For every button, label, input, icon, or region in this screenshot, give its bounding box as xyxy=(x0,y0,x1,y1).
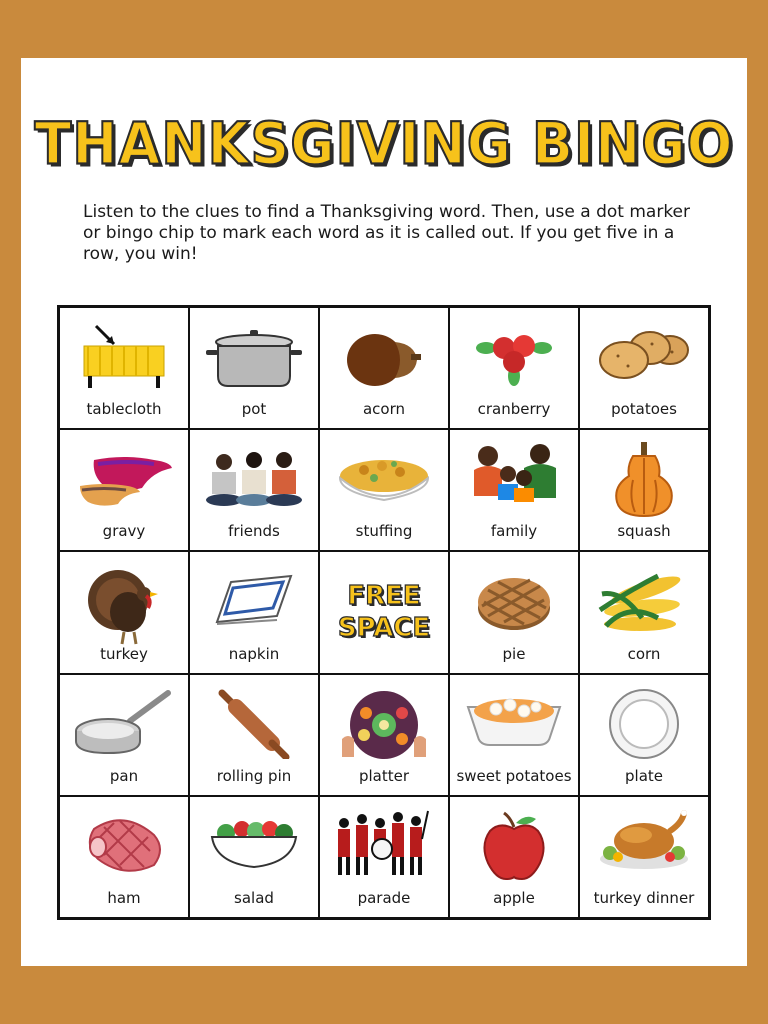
bingo-cell-pot[interactable] xyxy=(189,307,319,429)
gravy-boat-icon xyxy=(74,442,174,512)
corn-icon xyxy=(596,564,692,636)
cell-label: gravy xyxy=(102,522,146,541)
platter-icon xyxy=(340,687,428,763)
sweet-potatoes-icon xyxy=(464,687,564,751)
squash-icon xyxy=(609,442,679,518)
cell-label: salad xyxy=(234,888,274,907)
page-title: THANKSGIVING BINGO xyxy=(34,109,734,178)
tablecloth-icon xyxy=(78,320,170,390)
cell-label: sweet potatoes xyxy=(456,766,572,785)
turkey-icon xyxy=(84,564,164,648)
ham-icon xyxy=(84,809,164,879)
bingo-cell-plate[interactable] xyxy=(579,674,709,796)
cell-label: platter xyxy=(358,766,410,785)
cell-label: napkin xyxy=(228,644,280,663)
bingo-cell-ham[interactable] xyxy=(59,796,189,918)
cell-label: friends xyxy=(228,522,280,541)
stuffing-icon xyxy=(334,442,434,512)
free-space-label: FREE SPACE xyxy=(337,581,431,644)
bingo-cell-gravy[interactable] xyxy=(59,429,189,551)
cell-label: squash xyxy=(617,522,671,541)
potatoes-icon xyxy=(594,320,694,390)
bingo-cell-apple[interactable] xyxy=(449,796,579,918)
bingo-cell-pie[interactable] xyxy=(449,551,579,673)
bingo-cell-stuffing[interactable] xyxy=(319,429,449,551)
parade-icon xyxy=(332,809,436,879)
bingo-cell-family[interactable] xyxy=(449,429,579,551)
bingo-cell-rolling-pin[interactable] xyxy=(189,674,319,796)
bingo-cell-cranberry[interactable] xyxy=(449,307,579,429)
bingo-cell-friends[interactable] xyxy=(189,429,319,551)
bingo-cell-turkey[interactable] xyxy=(59,551,189,673)
cell-label: turkey dinner xyxy=(593,888,695,907)
cell-label: pot xyxy=(241,400,267,419)
cell-label: plate xyxy=(625,766,663,785)
bingo-cell-platter[interactable] xyxy=(319,674,449,796)
cell-label: turkey xyxy=(100,644,148,663)
cell-label: pie xyxy=(502,644,526,663)
bingo-cell-tablecloth[interactable] xyxy=(59,307,189,429)
bingo-cell-corn[interactable] xyxy=(579,551,709,673)
cell-label: cranberry xyxy=(477,400,551,419)
plate-icon xyxy=(607,687,681,761)
friends-icon xyxy=(202,442,306,512)
cell-label: pan xyxy=(109,766,139,785)
cell-label: apple xyxy=(493,888,535,907)
bingo-cell-napkin[interactable] xyxy=(189,551,319,673)
apple-icon xyxy=(482,809,546,881)
cell-label: acorn xyxy=(362,400,406,419)
bingo-cell-sweet-potatoes[interactable] xyxy=(449,674,579,796)
cell-label: corn xyxy=(627,644,661,663)
cell-label: potatoes xyxy=(611,400,677,419)
bingo-board xyxy=(57,305,711,920)
turkey-dinner-icon xyxy=(596,809,692,873)
bingo-cell-parade[interactable] xyxy=(319,796,449,918)
family-icon xyxy=(466,442,562,512)
bingo-cell-free-space[interactable] xyxy=(319,551,449,673)
cell-label: tablecloth xyxy=(86,400,162,419)
rolling-pin-icon xyxy=(214,687,294,759)
cell-label: rolling pin xyxy=(216,766,292,785)
bingo-cell-turkey-dinner[interactable] xyxy=(579,796,709,918)
cell-label: ham xyxy=(107,888,141,907)
bingo-cell-acorn[interactable] xyxy=(319,307,449,429)
acorn-icon xyxy=(339,320,429,390)
bingo-cell-salad[interactable] xyxy=(189,796,319,918)
pot-icon xyxy=(204,320,304,390)
salad-icon xyxy=(208,809,300,873)
pie-icon xyxy=(474,564,554,634)
pan-icon xyxy=(74,687,174,759)
cell-label: family xyxy=(490,522,538,541)
cell-label: parade xyxy=(357,888,411,907)
instructions-text: Listen to the clues to find a Thanksgiving word. Then, use a dot marker or bingo chip to mark each word as it is called out. If you get five in a row, you win! xyxy=(83,202,691,264)
bingo-cell-squash[interactable] xyxy=(579,429,709,551)
bingo-cell-potatoes[interactable] xyxy=(579,307,709,429)
bingo-cell-pan[interactable] xyxy=(59,674,189,796)
cranberry-icon xyxy=(474,320,554,390)
napkin-icon xyxy=(211,564,297,634)
cell-label: stuffing xyxy=(355,522,413,541)
